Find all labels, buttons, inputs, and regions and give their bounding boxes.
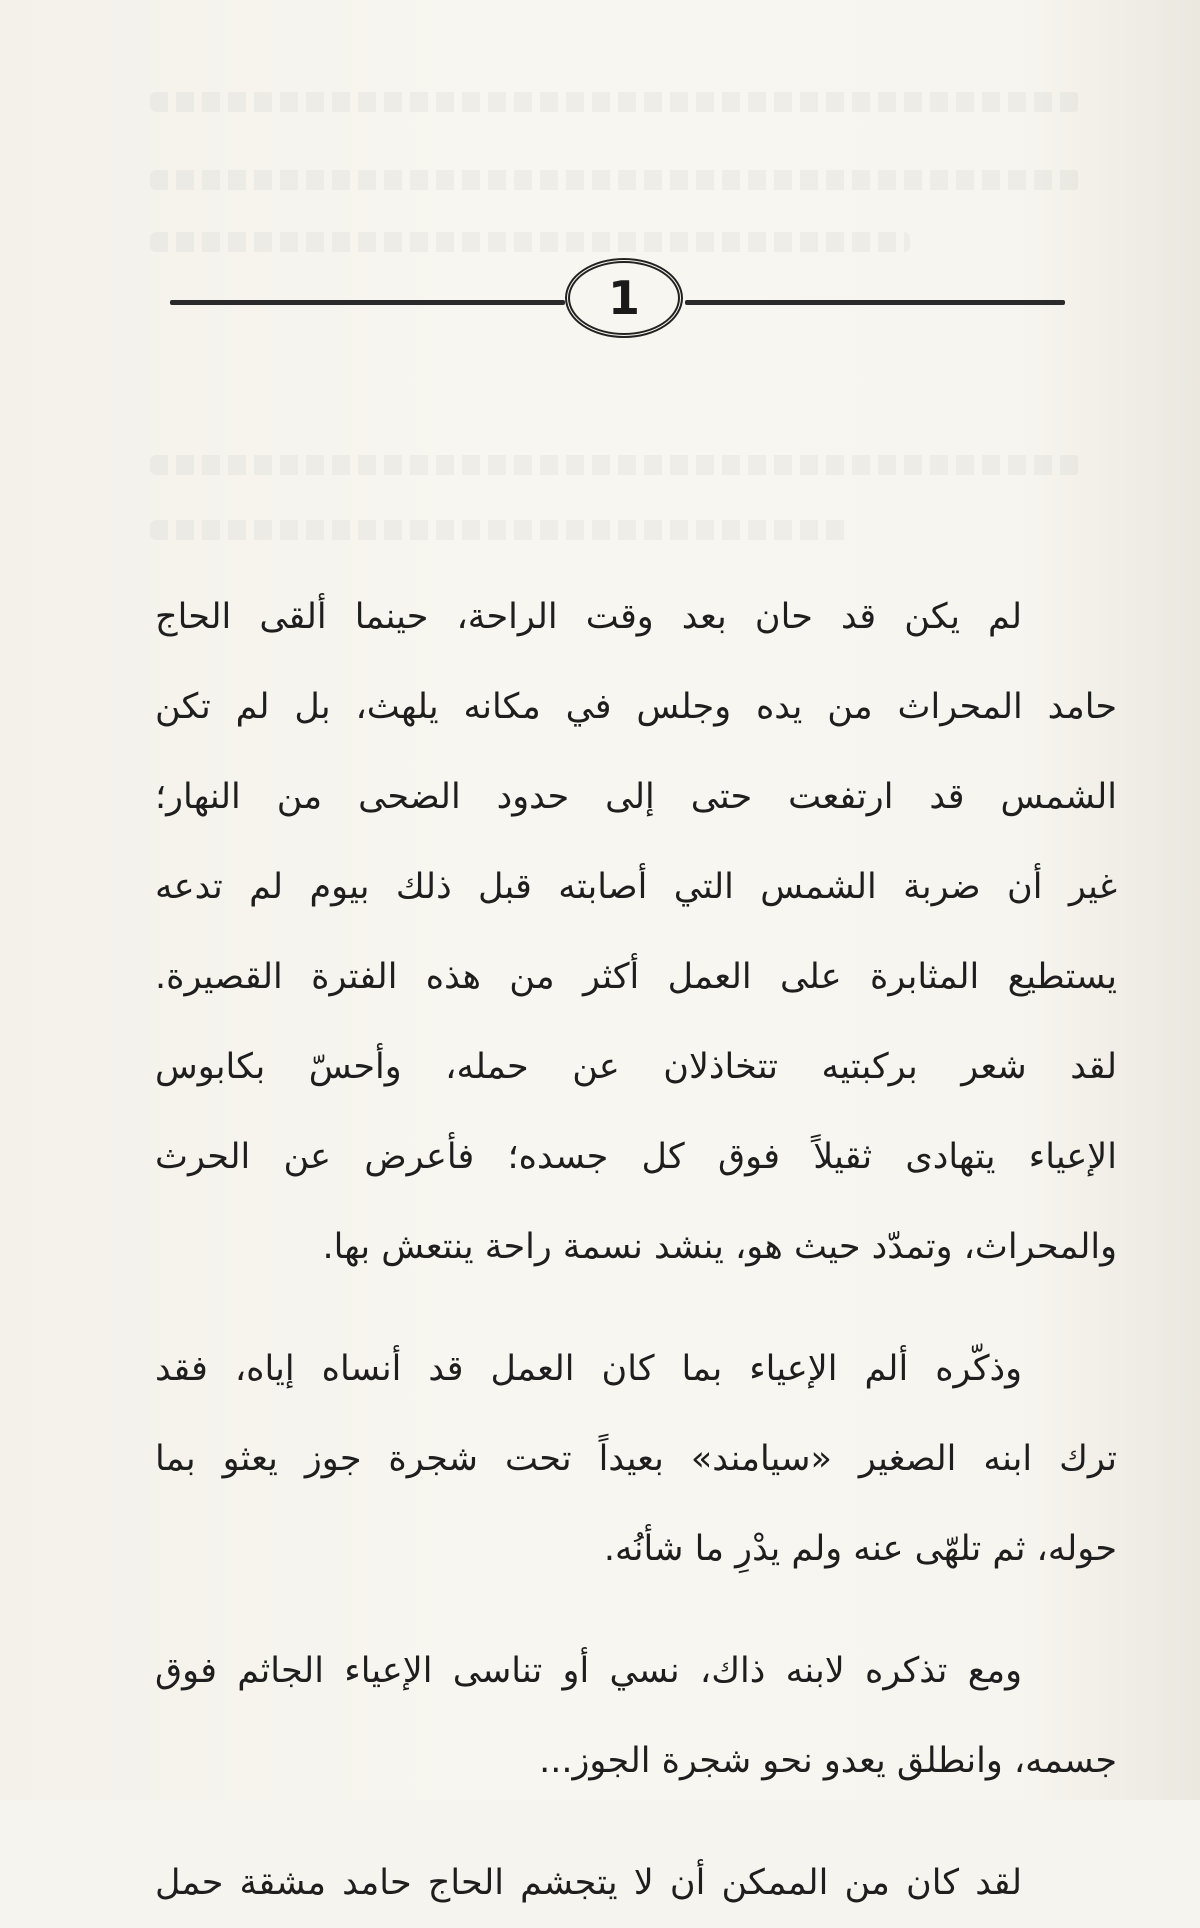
- paragraph-2: [155, 1324, 1117, 1594]
- text-line: جسمه، وانطلق يعدو نحو شجرة الجوز...: [539, 1741, 1117, 1781]
- text-line: حوله، ثم تلهّى عنه ولم يدْرِ ما شأنُه.: [603, 1529, 1117, 1569]
- text-line: يستطيع المثابرة على العمل أكثر من هذه الفترة القصيرة.: [155, 957, 1117, 997]
- show-through-text: [150, 170, 1080, 190]
- text-line: لقد كان من الممكن أن لا يتجشم الحاج حامد مشقة حمل: [155, 1863, 1022, 1903]
- text-line: وذكّره ألم الإعياء بما كان العمل قد أنساه إياه، فقد: [155, 1349, 1022, 1389]
- paragraph-3: [155, 1626, 1117, 1806]
- show-through-text: [150, 232, 910, 252]
- chapter-body-text: [155, 572, 1117, 1928]
- text-line: ومع تذكره لابنه ذاك، نسي أو تناسى الإعياء الجاثم فوق: [155, 1651, 1022, 1691]
- text-line: الإعياء يتهادى ثقيلاً فوق كل جسده؛ فأعرض عن الحرث: [155, 1137, 1117, 1177]
- text-line: والمحراث، وتمدّد حيث هو، ينشد نسمة راحة ينتعش بها.: [322, 1227, 1117, 1267]
- chapter-number: 1: [565, 258, 683, 338]
- text-line: غير أن ضربة الشمس التي أصابته قبل ذلك بيوم لم تدعه: [155, 867, 1117, 907]
- show-through-text: [150, 92, 1080, 112]
- chapter-rule-right: [685, 300, 1065, 305]
- text-line: حامد المحراث من يده وجلس في مكانه يلهث، بل لم تكن: [155, 687, 1117, 727]
- chapter-header: [170, 258, 1065, 348]
- chapter-rule-left: [170, 300, 565, 305]
- text-line: لقد شعر بركبتيه تتخاذلان عن حمله، وأحسّ بكابوس: [155, 1047, 1117, 1087]
- text-line: ترك ابنه الصغير «سيامند» بعيداً تحت شجرة جوز يعثو بما: [155, 1439, 1117, 1479]
- text-line: الشمس قد ارتفعت حتى إلى حدود الضحى من النهار؛: [155, 777, 1117, 817]
- show-through-text: [150, 455, 1080, 475]
- text-line: لم يكن قد حان بعد وقت الراحة، حينما ألقى الحاج: [155, 597, 1022, 637]
- show-through-text: [150, 520, 850, 540]
- paragraph-1: [155, 572, 1117, 1292]
- paragraph-4: [155, 1838, 1117, 1928]
